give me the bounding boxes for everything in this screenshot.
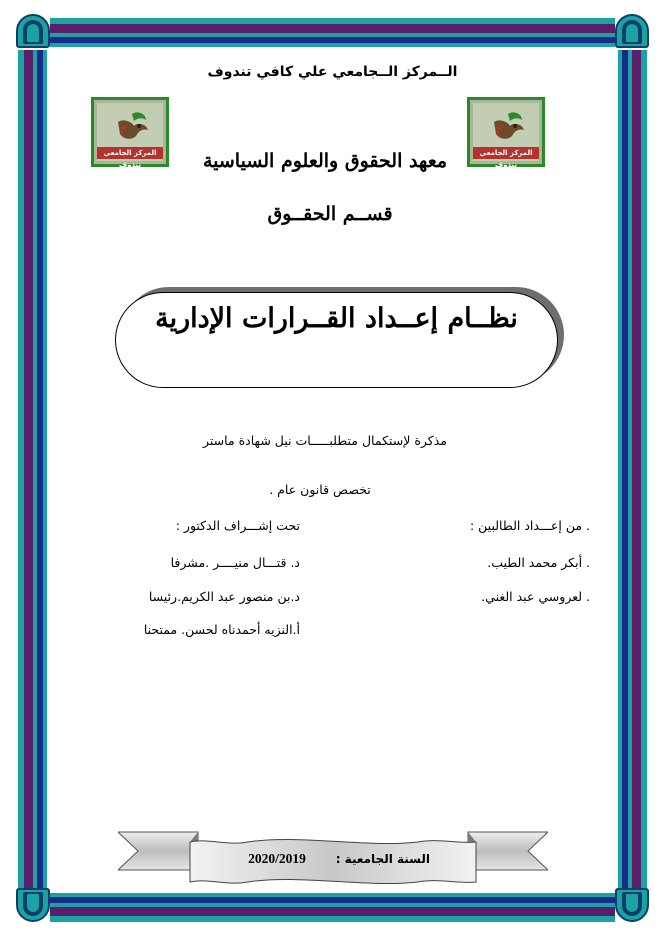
logo-caption: المركز الجامعي تندوف	[97, 147, 163, 159]
institute-name: معهد الحقوق والعلوم السياسية	[202, 150, 448, 172]
corner-ornament-top-right	[615, 14, 649, 48]
center-name: الــمركز الــجامعي علي كافي تندوف	[207, 64, 458, 80]
eagle-emblem-icon	[488, 108, 528, 146]
supervisor-name: د. قتـــال منيــــر .مشرفا	[170, 555, 300, 570]
department-name: قســم الحقــوق	[267, 203, 393, 225]
logo-right	[467, 97, 545, 167]
academic-year-value: 2020/2019	[248, 851, 306, 866]
eagle-emblem-icon	[112, 108, 152, 146]
border-left	[18, 50, 48, 890]
title-box	[115, 292, 558, 388]
corner-ornament-bottom-left	[16, 888, 50, 922]
corner-ornament-bottom-right	[615, 888, 649, 922]
border-bottom	[50, 892, 615, 922]
border-top	[50, 18, 615, 48]
specialization: تخصص قانون عام .	[269, 482, 371, 497]
supervisor-name: د.بن منصور عبد الكريم.رئيسا	[148, 589, 300, 604]
thesis-title: نظــام إعــداد القــرارات الإدارية	[155, 303, 518, 334]
supervisors-heading: تحت إشـــراف الدكتور :	[175, 518, 300, 533]
thesis-subtitle: مذكرة لإستكمال متطلبـــــات نيل شهادة ماستر	[203, 433, 447, 448]
students-heading: . من إعـــداد الطالبين :	[469, 518, 590, 533]
logo-caption: المركز الجامعي تندوف	[473, 147, 539, 159]
supervisor-name: أ.النزيه أحمدناه لحسن. ممتحنا	[143, 622, 300, 637]
border-right	[617, 50, 647, 890]
corner-ornament-top-left	[16, 14, 50, 48]
academic-year-label: السنة الجامعية :	[335, 852, 430, 866]
student-name: . لعروسي عبد الغني.	[481, 589, 590, 604]
student-name: . أبكر محمد الطيب.	[487, 555, 590, 570]
logo-left	[91, 97, 169, 167]
